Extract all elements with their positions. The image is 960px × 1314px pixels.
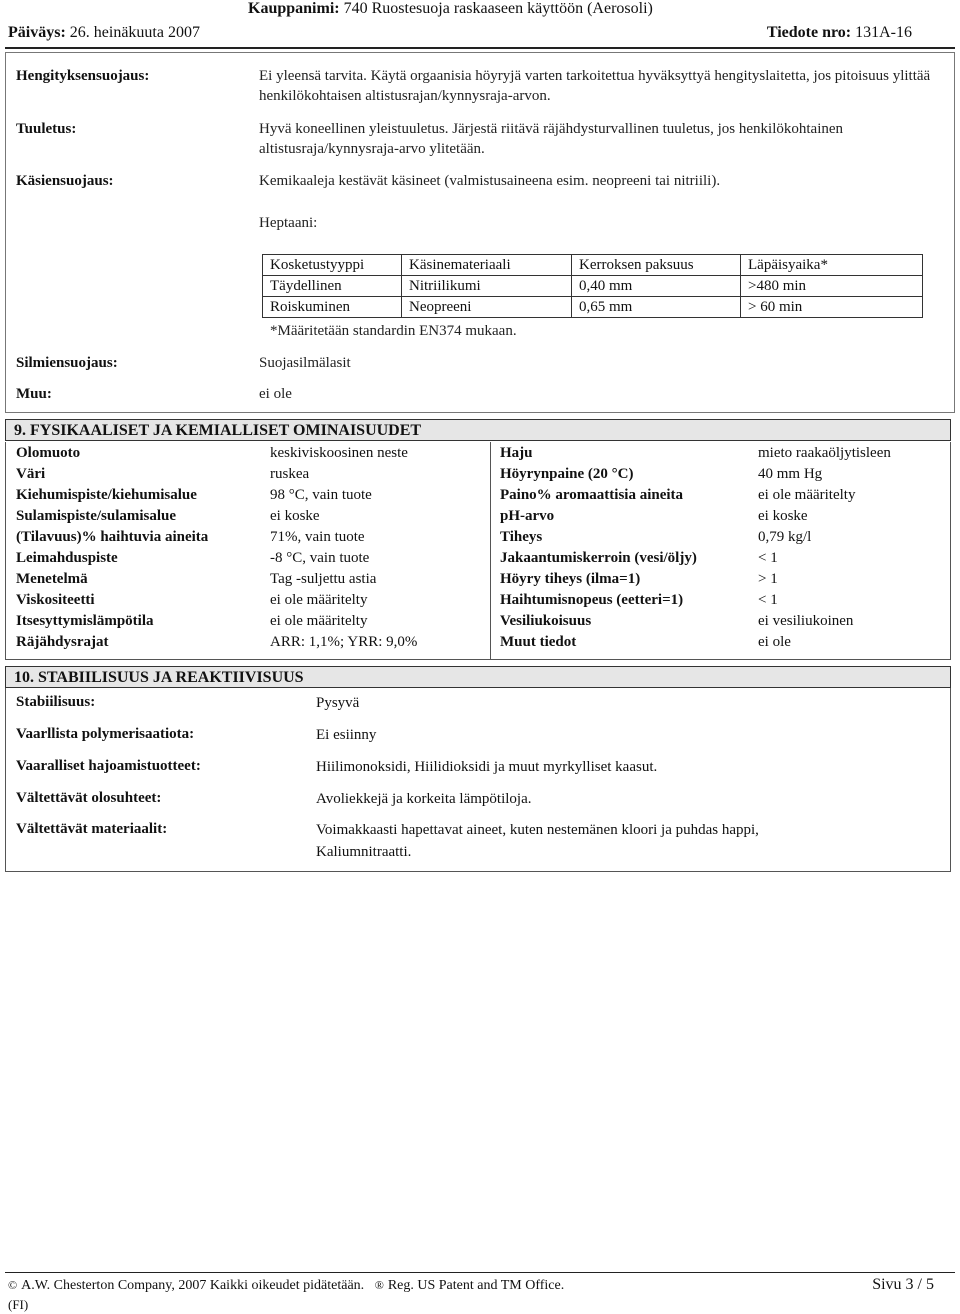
property-label: pH-arvo (500, 508, 555, 524)
ventilation-text: Hyvä koneellinen yleistuuletus. Järjestä riitävä räjähdysturvallinen tuuletus, jos henkilökohtainen altistusraja/kynnysraja-arvo ylitetään. (259, 121, 844, 157)
property-label: Olomuoto (16, 445, 81, 461)
issue-date (8, 24, 200, 42)
property-value: Tag -suljettu astia (270, 571, 377, 587)
copyright-text: A.W. Chesterton Company, 2007 Kaikki oikeudet pidätetään. (21, 1278, 365, 1293)
section-8-protection (5, 52, 955, 413)
property-value: mieto raakaöljytisleen (758, 445, 891, 461)
property-value: > 1 (758, 571, 778, 587)
table-cell: Nitriilikumi (402, 276, 572, 297)
glove-table-header: Kosketustyyppi (263, 255, 402, 276)
ventilation-label: Tuuletus: (16, 121, 77, 137)
glove-table-header: Käsinemateriaali (402, 255, 572, 276)
eye-protection-text: Suojasilmälasit (259, 355, 351, 371)
glove-table-footnote: *Määritetään standardin EN374 mukaan. (270, 323, 517, 339)
bulletin-number-value: 131A-16 (855, 24, 912, 41)
heptane-label: Heptaani: (259, 215, 318, 231)
table-cell: Neopreeni (402, 297, 572, 318)
glove-table-header: Kerroksen paksuus (572, 255, 741, 276)
property-value: < 1 (758, 592, 778, 608)
property-value: ei koske (270, 508, 320, 524)
property-label: Paino% aromaattisia aineita (500, 487, 684, 503)
property-label: Höyry tiheys (ilma=1) (500, 571, 641, 587)
table-cell: > 60 min (741, 297, 923, 318)
property-label: Väri (16, 466, 46, 482)
property-label: Viskositeetti (16, 592, 95, 608)
property-value: < 1 (758, 550, 778, 566)
hand-protection-label: Käsiensuojaus: (16, 173, 114, 189)
property-value: 0,79 kg/l (758, 529, 812, 545)
decomposition-value: Hiilimonoksidi, Hiilidioksidi ja muut myrkylliset kaasut. (316, 759, 658, 775)
stability-value: Pysyvä (316, 695, 360, 711)
registered-text: Reg. US Patent and TM Office. (387, 1278, 565, 1293)
glove-table-header: Läpäisyaika* (741, 255, 923, 276)
section-9-heading: 9. FYSIKAALISET JA KEMIALLISET OMINAISUUDET (5, 419, 951, 441)
respiratory-label: Hengityksensuojaus: (16, 68, 150, 84)
property-value: ei koske (758, 508, 808, 524)
property-label: Haihtumisnopeus (eetteri=1) (500, 592, 684, 608)
glove-table (262, 254, 923, 318)
trade-name-label: Kauppanimi: (248, 0, 340, 17)
issue-date-value: 26. heinäkuuta 2007 (69, 24, 200, 41)
trade-name (248, 0, 653, 18)
bulletin-number (767, 24, 912, 42)
property-value: ei ole määritelty (270, 592, 368, 608)
polymerization-label: Vaarllista polymerisaatiota: (16, 726, 195, 742)
property-label: Vesiliukoisuus (500, 613, 592, 629)
section-9-column-divider (490, 442, 491, 660)
eye-protection-label: Silmiensuojaus: (16, 355, 118, 371)
footer-copyright (8, 1278, 564, 1294)
section-10-heading: 10. STABIILISUUS JA REAKTIIVISUUS (5, 666, 951, 688)
table-row (263, 276, 923, 297)
section-10-stability (5, 688, 951, 872)
page-number: Sivu 3 / 5 (872, 1276, 934, 1293)
property-value: ruskea (270, 466, 310, 482)
glove-table-header-row (263, 255, 923, 276)
property-value: ARR: 1,1%; YRR: 9,0% (270, 634, 418, 650)
language-code: (FI) (8, 1297, 29, 1312)
table-cell: Roiskuminen (263, 297, 402, 318)
other-label: Muu: (16, 386, 52, 402)
property-value: ei ole määritelty (270, 613, 368, 629)
avoid-materials-value-line-2: Kaliumnitraatti. (316, 844, 412, 860)
property-label: Muut tiedot (500, 634, 577, 650)
property-label: (Tilavuus)% haihtuvia aineita (16, 529, 209, 545)
avoid-materials-value-line-1: Voimakkaasti hapettavat aineet, kuten nestemänen kloori ja puhdas happi, (316, 822, 759, 838)
registered-icon: ® (374, 1278, 384, 1292)
property-value: ei ole (758, 634, 791, 650)
property-value: keskiviskoosinen neste (270, 445, 408, 461)
property-label: Haju (500, 445, 533, 461)
property-label: Menetelmä (16, 571, 88, 587)
polymerization-value: Ei esiinny (316, 727, 377, 743)
bulletin-number-label: Tiedote nro: (766, 24, 852, 41)
issue-date-label: Päiväys: (8, 24, 66, 41)
header-divider (5, 47, 955, 49)
stability-label: Stabiilisuus: (16, 694, 96, 710)
other-text: ei ole (259, 386, 292, 402)
document-header (0, 0, 960, 50)
avoid-conditions-label: Vältettävät olosuhteet: (16, 790, 162, 806)
table-cell: 0,40 mm (572, 276, 741, 297)
trade-name-value: 740 Ruostesuoja raskaaseen käyttöön (Aerosoli) (343, 0, 653, 17)
property-value: 71%, vain tuote (270, 529, 365, 545)
property-value: ei ole määritelty (758, 487, 856, 503)
property-label: Tiheys (500, 529, 543, 545)
property-value: 98 °C, vain tuote (270, 487, 372, 503)
table-row (263, 297, 923, 318)
table-cell: 0,65 mm (572, 297, 741, 318)
property-label: Höyrynpaine (20 °C) (500, 466, 634, 482)
property-label: Jakaantumiskerroin (vesi/öljy) (500, 550, 697, 566)
property-label: Sulamispiste/sulamisalue (16, 508, 177, 524)
hand-protection-text: Kemikaaleja kestävät käsineet (valmistusaineena esim. neopreeni tai nitriili). (259, 173, 721, 189)
property-value: -8 °C, vain tuote (270, 550, 370, 566)
property-label: Räjähdysrajat (16, 634, 109, 650)
respiratory-text: Ei yleensä tarvita. Käytä orgaanisia höyryjä varten tarkoitettua hyväksyttyä hengityslaitetta, jos pitoisuus ylittää henkilökohtaisen altistusrajan/kynnysraja-arvon. (259, 68, 931, 104)
property-label: Kiehumispiste/kiehumisalue (16, 487, 197, 503)
property-label: Itsesyttymislämpötila (16, 613, 154, 629)
property-label: Leimahduspiste (16, 550, 118, 566)
property-value: ei vesiliukoinen (758, 613, 854, 629)
table-cell: Täydellinen (263, 276, 402, 297)
decomposition-label: Vaaralliset hajoamistuotteet: (16, 758, 201, 774)
table-cell: >480 min (741, 276, 923, 297)
avoid-materials-label: Vältettävät materiaalit: (16, 821, 168, 837)
property-value: 40 mm Hg (758, 466, 823, 482)
footer-divider (5, 1272, 955, 1273)
avoid-conditions-value: Avoliekkejä ja korkeita lämpötiloja. (316, 791, 532, 807)
copyright-icon: © (8, 1278, 18, 1292)
